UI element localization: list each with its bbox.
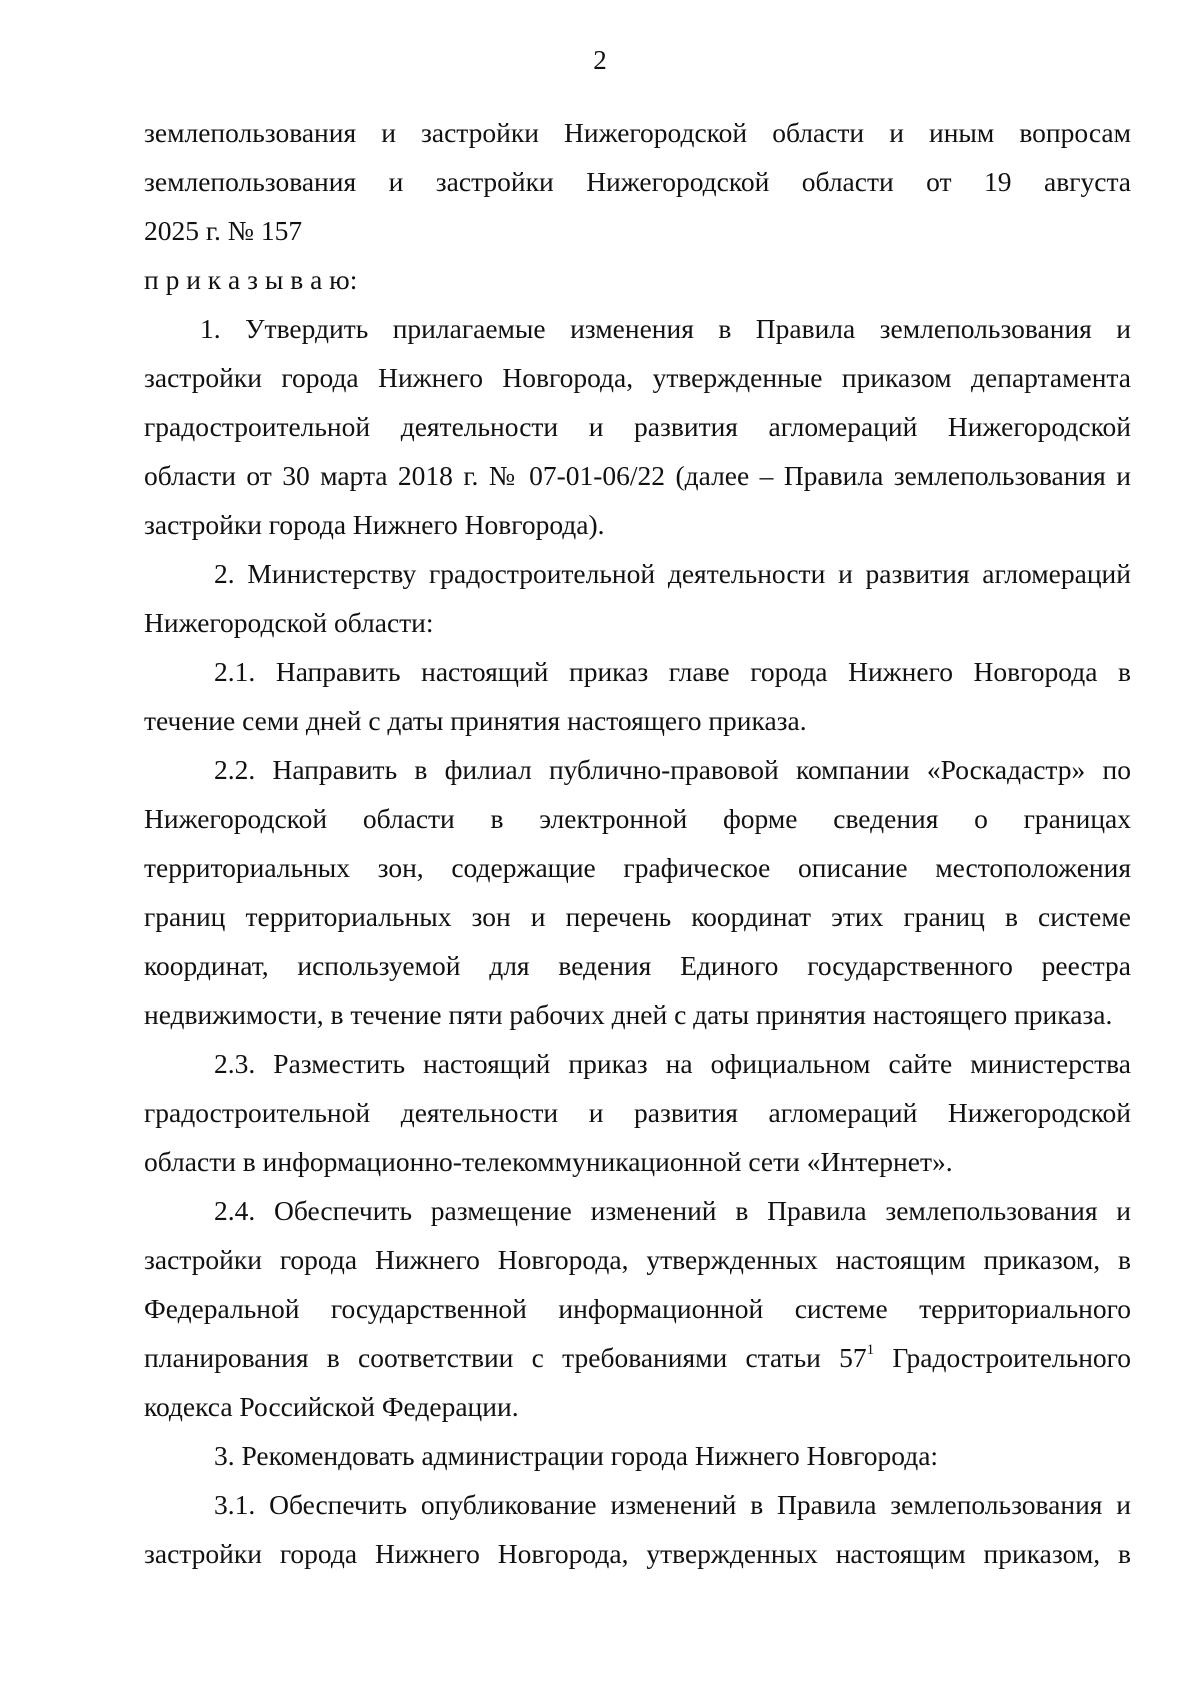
paragraph-3: [144, 1431, 1131, 1480]
text-line: недвижимости, в течение пяти рабочих дней с даты принятия настоящего приказа.: [144, 999, 1113, 1030]
text-line: течение семи дней с даты принятия настоящего приказа.: [144, 705, 807, 736]
text-fragment: Градостроительного: [874, 1342, 1132, 1373]
text-line: 3. Рекомендовать администрации города Нижнего Новгорода:: [214, 1440, 939, 1471]
text-line: градостроительной деятельности и развития агломераций Нижегородской: [144, 411, 1131, 442]
text-line: застройки города Нижнего Новгорода).: [144, 509, 605, 540]
text-line: застройки города Нижнего Новгорода, утвержденных настоящим приказом, в: [144, 1244, 1131, 1275]
text-line: 2.2. Направить в филиал публично-правовой компании «Роскадастр» по: [214, 754, 1131, 785]
text-line: застройки города Нижнего Новгорода, утвержденные приказом департамента: [144, 362, 1131, 393]
text-line: Нижегородской области:: [144, 607, 434, 638]
paragraph-2: [144, 549, 1131, 647]
text-line: 2.3. Разместить настоящий приказ на официальном сайте министерства: [214, 1048, 1131, 1079]
text-line: 2.4. Обеспечить размещение изменений в Правила землепользования и: [214, 1195, 1131, 1226]
page-number: 2: [593, 45, 607, 75]
text-line: 3.1. Обеспечить опубликование изменений в Правила землепользования и: [214, 1489, 1131, 1520]
order-word: п р и к а з ы в а ю:: [144, 264, 358, 295]
paragraph-2-1: [144, 647, 1131, 745]
superscript: 1: [866, 1341, 875, 1358]
paragraph-2-3: [144, 1039, 1131, 1186]
text-line: 2.1. Направить настоящий приказ главе города Нижнего Новгорода в: [214, 656, 1131, 687]
text-line-with-superscript: [144, 1333, 1131, 1382]
text-fragment: планирования в соответствии с требованиями статьи 57: [144, 1342, 867, 1373]
text-line: границ территориальных зон и перечень координат этих границ в системе: [144, 901, 1131, 932]
text-line: 2. Министерству градостроительной деятельности и развития агломераций: [214, 558, 1131, 589]
text-line: координат, используемой для ведения Единого государственного реестра: [144, 950, 1131, 981]
text-line: территориальных зон, содержащие графическое описание местоположения: [144, 852, 1131, 883]
text-line: 1. Утвердить прилагаемые изменения в Правила землепользования и: [200, 313, 1131, 344]
text-line: области от 30 марта 2018 г. № 07-01-06/22 (далее – Правила землепользования и: [144, 460, 1131, 491]
paragraph-2-4: [144, 1186, 1131, 1431]
text-line: землепользования и застройки Нижегородской области от 19 августа: [144, 166, 1131, 197]
text-line: землепользования и застройки Нижегородской области и иным вопросам: [144, 117, 1131, 148]
text-line: Нижегородской области в электронной форме сведения о границах: [144, 803, 1131, 834]
paragraph-1: [144, 304, 1131, 549]
text-line: Федеральной государственной информационной системе территориального: [144, 1293, 1131, 1324]
document-body: [144, 108, 1131, 1578]
paragraph-3-1: [144, 1480, 1131, 1578]
text-line: области в информационно-телекоммуникационной сети «Интернет».: [144, 1146, 953, 1177]
text-line: 2025 г. № 157: [144, 215, 303, 246]
text-line: кодекса Российской Федерации.: [144, 1391, 519, 1422]
text-line: градостроительной деятельности и развития агломераций Нижегородской: [144, 1097, 1131, 1128]
paragraph-2-2: [144, 745, 1131, 1039]
text-line: застройки города Нижнего Новгорода, утвержденных настоящим приказом, в: [144, 1538, 1131, 1569]
intro-paragraph: [144, 108, 1131, 255]
